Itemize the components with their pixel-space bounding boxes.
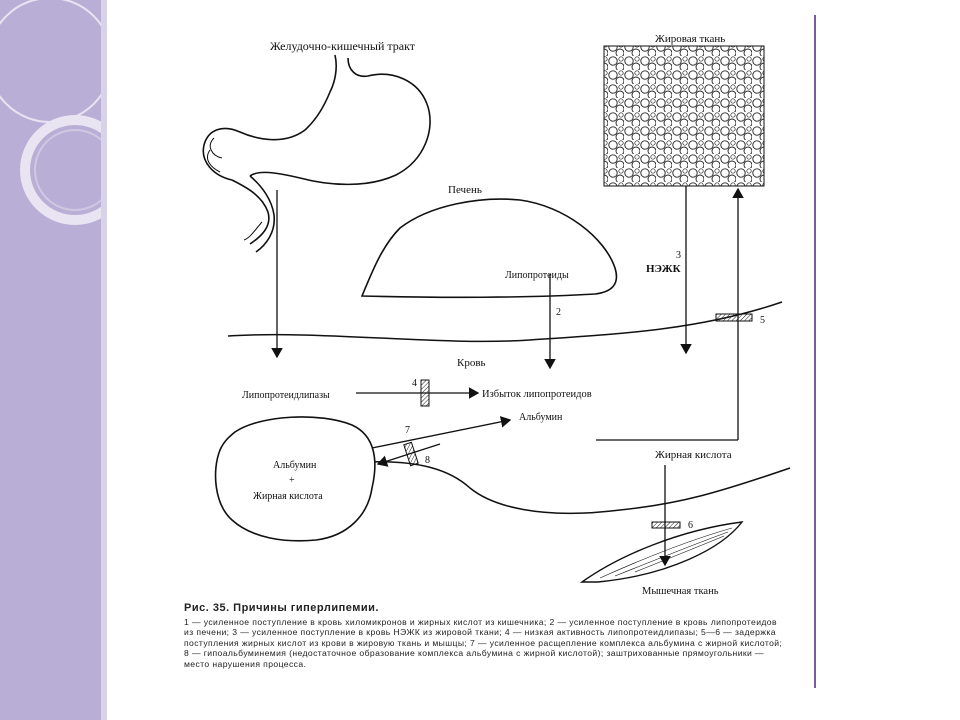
label-liver: Печень (448, 184, 482, 196)
stomach-illustration (203, 55, 430, 252)
label-n5: 5 (760, 315, 765, 326)
figure-caption (184, 602, 784, 669)
marker-5 (716, 314, 752, 321)
caption-body: 1 — усиленное поступление в кровь хиломикронов и жирных кислот из кишечника; 2 — усиленное поступление в кровь липопротеидов из печени; 3 — усиленное поступление в кровь НЭЖК из жировой ткани; 4 — низкая активность липопротеидлипазы; 5—6 — задержка поступления жирных кислот из крови в жировую ткань и мышцы; 7 — усиленное расщепление комплекса альбумина с жирной кислотой; 8 — гипоальбуминемия (недостаточное образование комплекса альбумина с жирной кислотой); заштрихованные прямоугольники — место нарушения процесса. (184, 617, 783, 669)
marker-6 (652, 522, 680, 528)
marker-4 (421, 380, 429, 406)
decorative-circles (0, 0, 107, 720)
label-n3: 3 (676, 250, 681, 261)
label-blood: Кровь (457, 357, 486, 369)
label-nefa: НЭЖК (646, 263, 681, 275)
label-n7: 7 (405, 425, 410, 436)
albumin-fatty-acid-complex (216, 417, 375, 541)
label-excess-lipoproteins: Избыток липопротеидов (482, 389, 592, 400)
label-albumin: Альбумин (519, 412, 563, 423)
label-lipase: Липопротеидлипазы (242, 390, 330, 401)
label-complex-plus: + (289, 475, 295, 486)
label-n4: 4 (412, 378, 417, 389)
adipose-tissue-illustration (604, 46, 764, 186)
marker-8 (404, 442, 418, 465)
arrow-complex-to-albumin (372, 420, 510, 448)
label-muscle-tissue: Мышечная ткань (642, 586, 719, 597)
hyperlipemia-diagram (115, 15, 814, 688)
label-n6: 6 (688, 520, 693, 531)
label-adipose-tissue: Жировая ткань (655, 33, 726, 45)
label-lipoproteins: Липопротеиды (505, 270, 569, 281)
label-n2: 2 (556, 307, 561, 318)
decorative-side-band (0, 0, 107, 720)
label-fatty-acid: Жирная кислота (655, 449, 732, 461)
label-complex-line2: Жирная кислота (253, 491, 323, 502)
label-gi-tract: Желудочно-кишечный тракт (270, 39, 416, 53)
muscle-tissue-illustration (582, 522, 742, 582)
slide-divider (814, 15, 816, 688)
caption-title: Рис. 35. Причины гиперлипемии. (184, 602, 379, 614)
label-n8: 8 (425, 455, 430, 466)
label-complex-line1: Альбумин (273, 460, 317, 471)
liver-illustration (362, 199, 616, 297)
